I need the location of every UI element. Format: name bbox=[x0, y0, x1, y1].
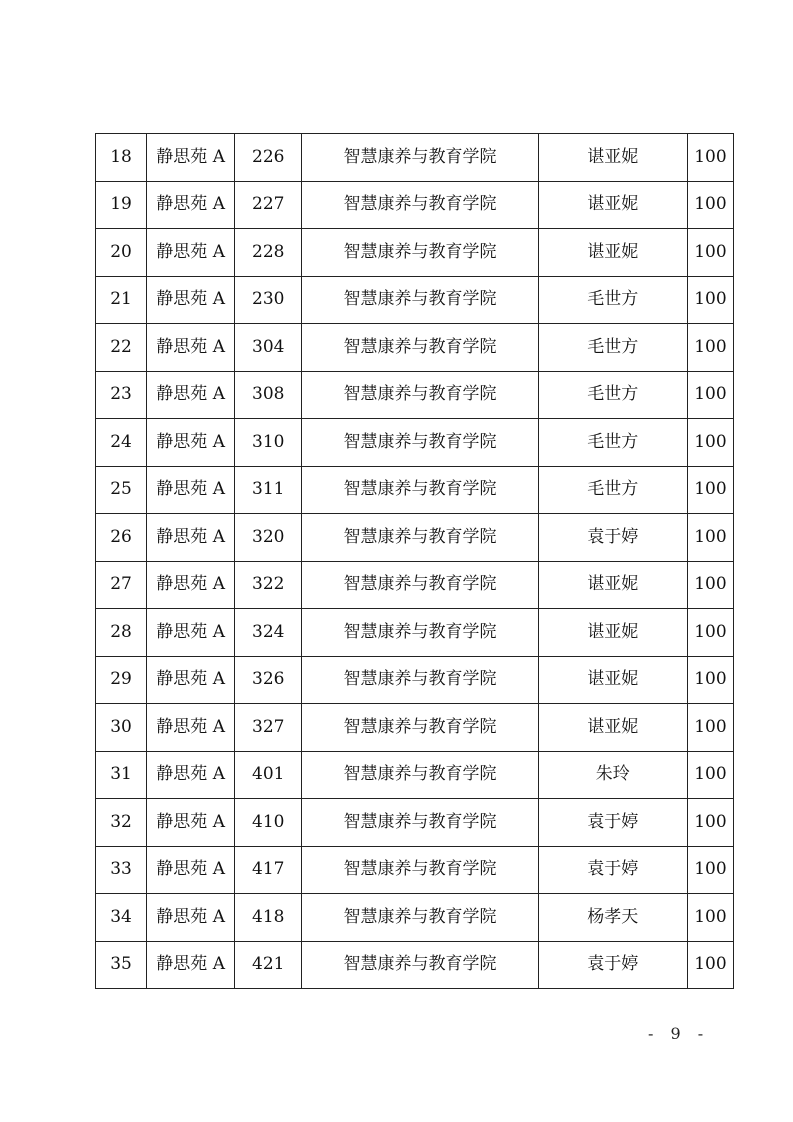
table-row bbox=[96, 704, 734, 752]
college-cell: 智慧康养与教育学院 bbox=[302, 751, 538, 799]
room-number-cell: 320 bbox=[235, 514, 302, 562]
room-number-cell: 417 bbox=[235, 846, 302, 894]
page-number: - 9 - bbox=[648, 1024, 710, 1043]
table-row bbox=[96, 751, 734, 799]
row-number-cell: 25 bbox=[96, 466, 147, 514]
building-cell: 静思苑 A bbox=[147, 181, 235, 229]
college-cell: 智慧康养与教育学院 bbox=[302, 181, 538, 229]
score-cell: 100 bbox=[687, 466, 733, 514]
college-cell: 智慧康养与教育学院 bbox=[302, 466, 538, 514]
score-cell: 100 bbox=[687, 371, 733, 419]
building-cell: 静思苑 A bbox=[147, 846, 235, 894]
row-number-cell: 27 bbox=[96, 561, 147, 609]
table-row bbox=[96, 609, 734, 657]
college-cell: 智慧康养与教育学院 bbox=[302, 704, 538, 752]
table-row bbox=[96, 229, 734, 277]
teacher-cell: 袁于婷 bbox=[538, 514, 687, 562]
building-cell: 静思苑 A bbox=[147, 466, 235, 514]
building-cell: 静思苑 A bbox=[147, 894, 235, 942]
table-row bbox=[96, 894, 734, 942]
teacher-cell: 杨孝天 bbox=[538, 894, 687, 942]
table-row bbox=[96, 656, 734, 704]
row-number-cell: 31 bbox=[96, 751, 147, 799]
table-row bbox=[96, 941, 734, 989]
table-row bbox=[96, 561, 734, 609]
building-cell: 静思苑 A bbox=[147, 324, 235, 372]
row-number-cell: 29 bbox=[96, 656, 147, 704]
row-number-cell: 20 bbox=[96, 229, 147, 277]
score-cell: 100 bbox=[687, 419, 733, 467]
building-cell: 静思苑 A bbox=[147, 561, 235, 609]
row-number-cell: 30 bbox=[96, 704, 147, 752]
teacher-cell: 毛世方 bbox=[538, 371, 687, 419]
table-row bbox=[96, 181, 734, 229]
score-cell: 100 bbox=[687, 656, 733, 704]
college-cell: 智慧康养与教育学院 bbox=[302, 846, 538, 894]
college-cell: 智慧康养与教育学院 bbox=[302, 609, 538, 657]
table-row bbox=[96, 846, 734, 894]
row-number-cell: 22 bbox=[96, 324, 147, 372]
score-cell: 100 bbox=[687, 846, 733, 894]
table-body bbox=[96, 134, 734, 989]
room-number-cell: 421 bbox=[235, 941, 302, 989]
college-cell: 智慧康养与教育学院 bbox=[302, 419, 538, 467]
building-cell: 静思苑 A bbox=[147, 609, 235, 657]
college-cell: 智慧康养与教育学院 bbox=[302, 229, 538, 277]
row-number-cell: 18 bbox=[96, 134, 147, 182]
teacher-cell: 毛世方 bbox=[538, 324, 687, 372]
building-cell: 静思苑 A bbox=[147, 656, 235, 704]
teacher-cell: 毛世方 bbox=[538, 276, 687, 324]
college-cell: 智慧康养与教育学院 bbox=[302, 941, 538, 989]
score-cell: 100 bbox=[687, 894, 733, 942]
score-cell: 100 bbox=[687, 324, 733, 372]
score-cell: 100 bbox=[687, 181, 733, 229]
teacher-cell: 谌亚妮 bbox=[538, 609, 687, 657]
room-number-cell: 326 bbox=[235, 656, 302, 704]
room-number-cell: 311 bbox=[235, 466, 302, 514]
row-number-cell: 21 bbox=[96, 276, 147, 324]
college-cell: 智慧康养与教育学院 bbox=[302, 894, 538, 942]
room-number-cell: 410 bbox=[235, 799, 302, 847]
teacher-cell: 毛世方 bbox=[538, 419, 687, 467]
score-cell: 100 bbox=[687, 514, 733, 562]
row-number-cell: 26 bbox=[96, 514, 147, 562]
teacher-cell: 谌亚妮 bbox=[538, 229, 687, 277]
row-number-cell: 19 bbox=[96, 181, 147, 229]
score-cell: 100 bbox=[687, 609, 733, 657]
room-number-cell: 304 bbox=[235, 324, 302, 372]
room-number-cell: 308 bbox=[235, 371, 302, 419]
teacher-cell: 谌亚妮 bbox=[538, 704, 687, 752]
building-cell: 静思苑 A bbox=[147, 751, 235, 799]
teacher-cell: 谌亚妮 bbox=[538, 181, 687, 229]
row-number-cell: 35 bbox=[96, 941, 147, 989]
score-cell: 100 bbox=[687, 276, 733, 324]
building-cell: 静思苑 A bbox=[147, 134, 235, 182]
college-cell: 智慧康养与教育学院 bbox=[302, 656, 538, 704]
score-cell: 100 bbox=[687, 561, 733, 609]
college-cell: 智慧康养与教育学院 bbox=[302, 371, 538, 419]
room-number-cell: 324 bbox=[235, 609, 302, 657]
room-number-cell: 401 bbox=[235, 751, 302, 799]
score-cell: 100 bbox=[687, 704, 733, 752]
teacher-cell: 谌亚妮 bbox=[538, 656, 687, 704]
teacher-cell: 袁于婷 bbox=[538, 846, 687, 894]
teacher-cell: 袁于婷 bbox=[538, 941, 687, 989]
teacher-cell: 谌亚妮 bbox=[538, 134, 687, 182]
row-number-cell: 28 bbox=[96, 609, 147, 657]
row-number-cell: 34 bbox=[96, 894, 147, 942]
table-row bbox=[96, 134, 734, 182]
row-number-cell: 33 bbox=[96, 846, 147, 894]
row-number-cell: 24 bbox=[96, 419, 147, 467]
college-cell: 智慧康养与教育学院 bbox=[302, 799, 538, 847]
college-cell: 智慧康养与教育学院 bbox=[302, 134, 538, 182]
building-cell: 静思苑 A bbox=[147, 941, 235, 989]
score-cell: 100 bbox=[687, 941, 733, 989]
table-row bbox=[96, 324, 734, 372]
room-number-cell: 310 bbox=[235, 419, 302, 467]
building-cell: 静思苑 A bbox=[147, 514, 235, 562]
table-row bbox=[96, 799, 734, 847]
row-number-cell: 23 bbox=[96, 371, 147, 419]
room-number-cell: 327 bbox=[235, 704, 302, 752]
room-number-cell: 228 bbox=[235, 229, 302, 277]
room-number-cell: 322 bbox=[235, 561, 302, 609]
score-cell: 100 bbox=[687, 799, 733, 847]
row-number-cell: 32 bbox=[96, 799, 147, 847]
college-cell: 智慧康养与教育学院 bbox=[302, 324, 538, 372]
building-cell: 静思苑 A bbox=[147, 419, 235, 467]
building-cell: 静思苑 A bbox=[147, 799, 235, 847]
table-row bbox=[96, 276, 734, 324]
table-row bbox=[96, 514, 734, 562]
room-number-cell: 230 bbox=[235, 276, 302, 324]
building-cell: 静思苑 A bbox=[147, 229, 235, 277]
teacher-cell: 毛世方 bbox=[538, 466, 687, 514]
dormitory-score-table bbox=[95, 133, 734, 989]
room-number-cell: 418 bbox=[235, 894, 302, 942]
table-row bbox=[96, 419, 734, 467]
score-cell: 100 bbox=[687, 134, 733, 182]
college-cell: 智慧康养与教育学院 bbox=[302, 561, 538, 609]
score-cell: 100 bbox=[687, 229, 733, 277]
room-number-cell: 227 bbox=[235, 181, 302, 229]
teacher-cell: 袁于婷 bbox=[538, 799, 687, 847]
table-row bbox=[96, 466, 734, 514]
college-cell: 智慧康养与教育学院 bbox=[302, 514, 538, 562]
table-row bbox=[96, 371, 734, 419]
building-cell: 静思苑 A bbox=[147, 704, 235, 752]
room-number-cell: 226 bbox=[235, 134, 302, 182]
building-cell: 静思苑 A bbox=[147, 371, 235, 419]
building-cell: 静思苑 A bbox=[147, 276, 235, 324]
score-cell: 100 bbox=[687, 751, 733, 799]
college-cell: 智慧康养与教育学院 bbox=[302, 276, 538, 324]
teacher-cell: 谌亚妮 bbox=[538, 561, 687, 609]
teacher-cell: 朱玲 bbox=[538, 751, 687, 799]
